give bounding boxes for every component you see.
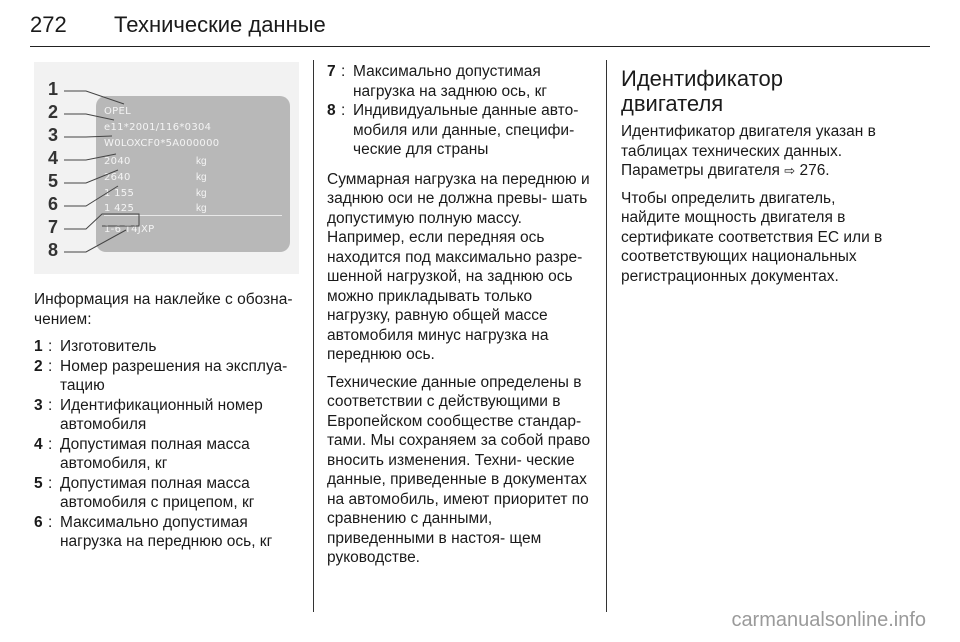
item-number: 2 [34, 357, 43, 375]
item-text: Индивидуальные данные авто‐ мобиля или данные, специфи‐ ческие для страны [353, 102, 579, 158]
item-text: Изготовитель [60, 338, 157, 355]
plate-row: 2640 [104, 172, 131, 183]
legend-list-continued [327, 62, 592, 160]
arrow-right-icon[interactable]: ⇨ [784, 163, 796, 178]
list-item: 3 : Идентификационный номер автомобиля [34, 396, 299, 435]
standards-paragraph: Технические данные определены в соответствии с действующими в Европейском сообществе стандар‐ тами. Мы сохраняем за собой право вносить изменения. Техни‐ ческие данные, приведенные в документах на автомобиль, имеют приоритет по сравнению с данными, приведенными в настоя‐ щем руководстве. [327, 373, 591, 566]
plate-row: 1-6 T4JXP [104, 224, 155, 235]
figure-intro: Информация на наклейке с обозна‐ чением: [34, 291, 293, 328]
page-reference[interactable]: 276. [795, 162, 830, 179]
column-3 [621, 62, 891, 294]
engine-id-text: Идентификатор двигателя указан в таблицах технических данных. Параметры двигателя [621, 123, 876, 179]
plate-unit: kg [196, 203, 207, 214]
item-number: 4 [34, 435, 43, 453]
engine-determine-paragraph: Чтобы определить двигатель, найдите мощность двигателя в сертификате соответствия ЕС или в соответствующих национальных регистрационных документах. [621, 189, 883, 285]
callout-label: 8 [48, 240, 59, 260]
legend-list [34, 337, 299, 552]
plate-row: 1 425 [104, 203, 135, 214]
page-header [30, 12, 326, 38]
plate-row: OPEL [104, 106, 131, 117]
list-item: 4 : Допустимая полная масса автомобиля, кг [34, 435, 299, 474]
item-number: 8 [327, 102, 336, 119]
plate-row: e11*2001/116*0304 [104, 122, 212, 133]
plate-row: W0LOXCF0*5A000000 [104, 138, 220, 149]
plate-row: 1 155 [104, 188, 135, 199]
page-number: 272 [30, 12, 67, 37]
list-item: 7 : Максимально допустимая нагрузка на заднюю ось, кг [327, 62, 592, 101]
engine-id-paragraph [621, 122, 891, 181]
item-text: Максимально допустимая нагрузка на переднюю ось, кг [60, 513, 273, 550]
callout-label: 5 [48, 171, 59, 191]
column-2 [327, 62, 592, 576]
callout-lines [34, 62, 299, 274]
callout-label: 6 [48, 194, 59, 214]
column-divider-2 [606, 60, 607, 612]
item-text: Идентификационный номер автомобиля [60, 396, 263, 433]
column-divider-1 [313, 60, 314, 612]
list-item: 8 : Индивидуальные данные авто‐ мобиля или данные, специфи‐ ческие для страны [327, 101, 592, 160]
item-text: Максимально допустимая нагрузка на заднюю ось, кг [353, 63, 548, 100]
item-number: 6 [34, 513, 43, 531]
page-title: Технические данные [114, 12, 326, 37]
header-rule [30, 46, 930, 47]
list-item: 1 : Изготовитель [34, 337, 299, 357]
item-text: Номер разрешения на эксплуа‐ тацию [60, 357, 288, 394]
section-title: Идентификатор двигателя [621, 66, 783, 116]
callout-label: 4 [48, 148, 59, 168]
id-plate-figure [34, 62, 299, 274]
list-item: 6 : Максимально допустимая нагрузка на переднюю ось, кг [34, 513, 299, 552]
axle-load-paragraph: Суммарная нагрузка на переднюю и заднюю оси не должна превы‐ шать допустимую полную массу. Например, если передняя ось находится под максимально разре‐ шенной нагрузкой, на заднюю ось можно прикладывать только нагрузку, равную общей массе автомобиля минус нагрузка на переднюю ось. [327, 170, 590, 363]
item-text: Допустимая полная масса автомобиля, кг [60, 435, 250, 472]
plate-unit: kg [196, 156, 207, 167]
list-item: 2 : Номер разрешения на эксплуа‐ тацию [34, 357, 299, 396]
item-number: 1 [34, 338, 43, 355]
item-number: 5 [34, 474, 43, 492]
callout-label: 7 [48, 217, 59, 237]
item-text: Допустимая полная масса автомобиля с прицепом, кг [60, 474, 255, 511]
plate-unit: kg [196, 172, 207, 183]
callout-label: 1 [48, 79, 59, 99]
item-number: 7 [327, 63, 336, 80]
list-item: 5 : Допустимая полная масса автомобиля с прицепом, кг [34, 474, 299, 513]
plate-unit: kg [196, 188, 207, 199]
plate-row: 2040 [104, 156, 131, 167]
callout-label: 2 [48, 102, 59, 122]
item-number: 3 [34, 396, 43, 414]
column-1 [34, 62, 299, 552]
watermark: carmanualsonline.info [731, 609, 926, 631]
callout-label: 3 [48, 125, 59, 145]
